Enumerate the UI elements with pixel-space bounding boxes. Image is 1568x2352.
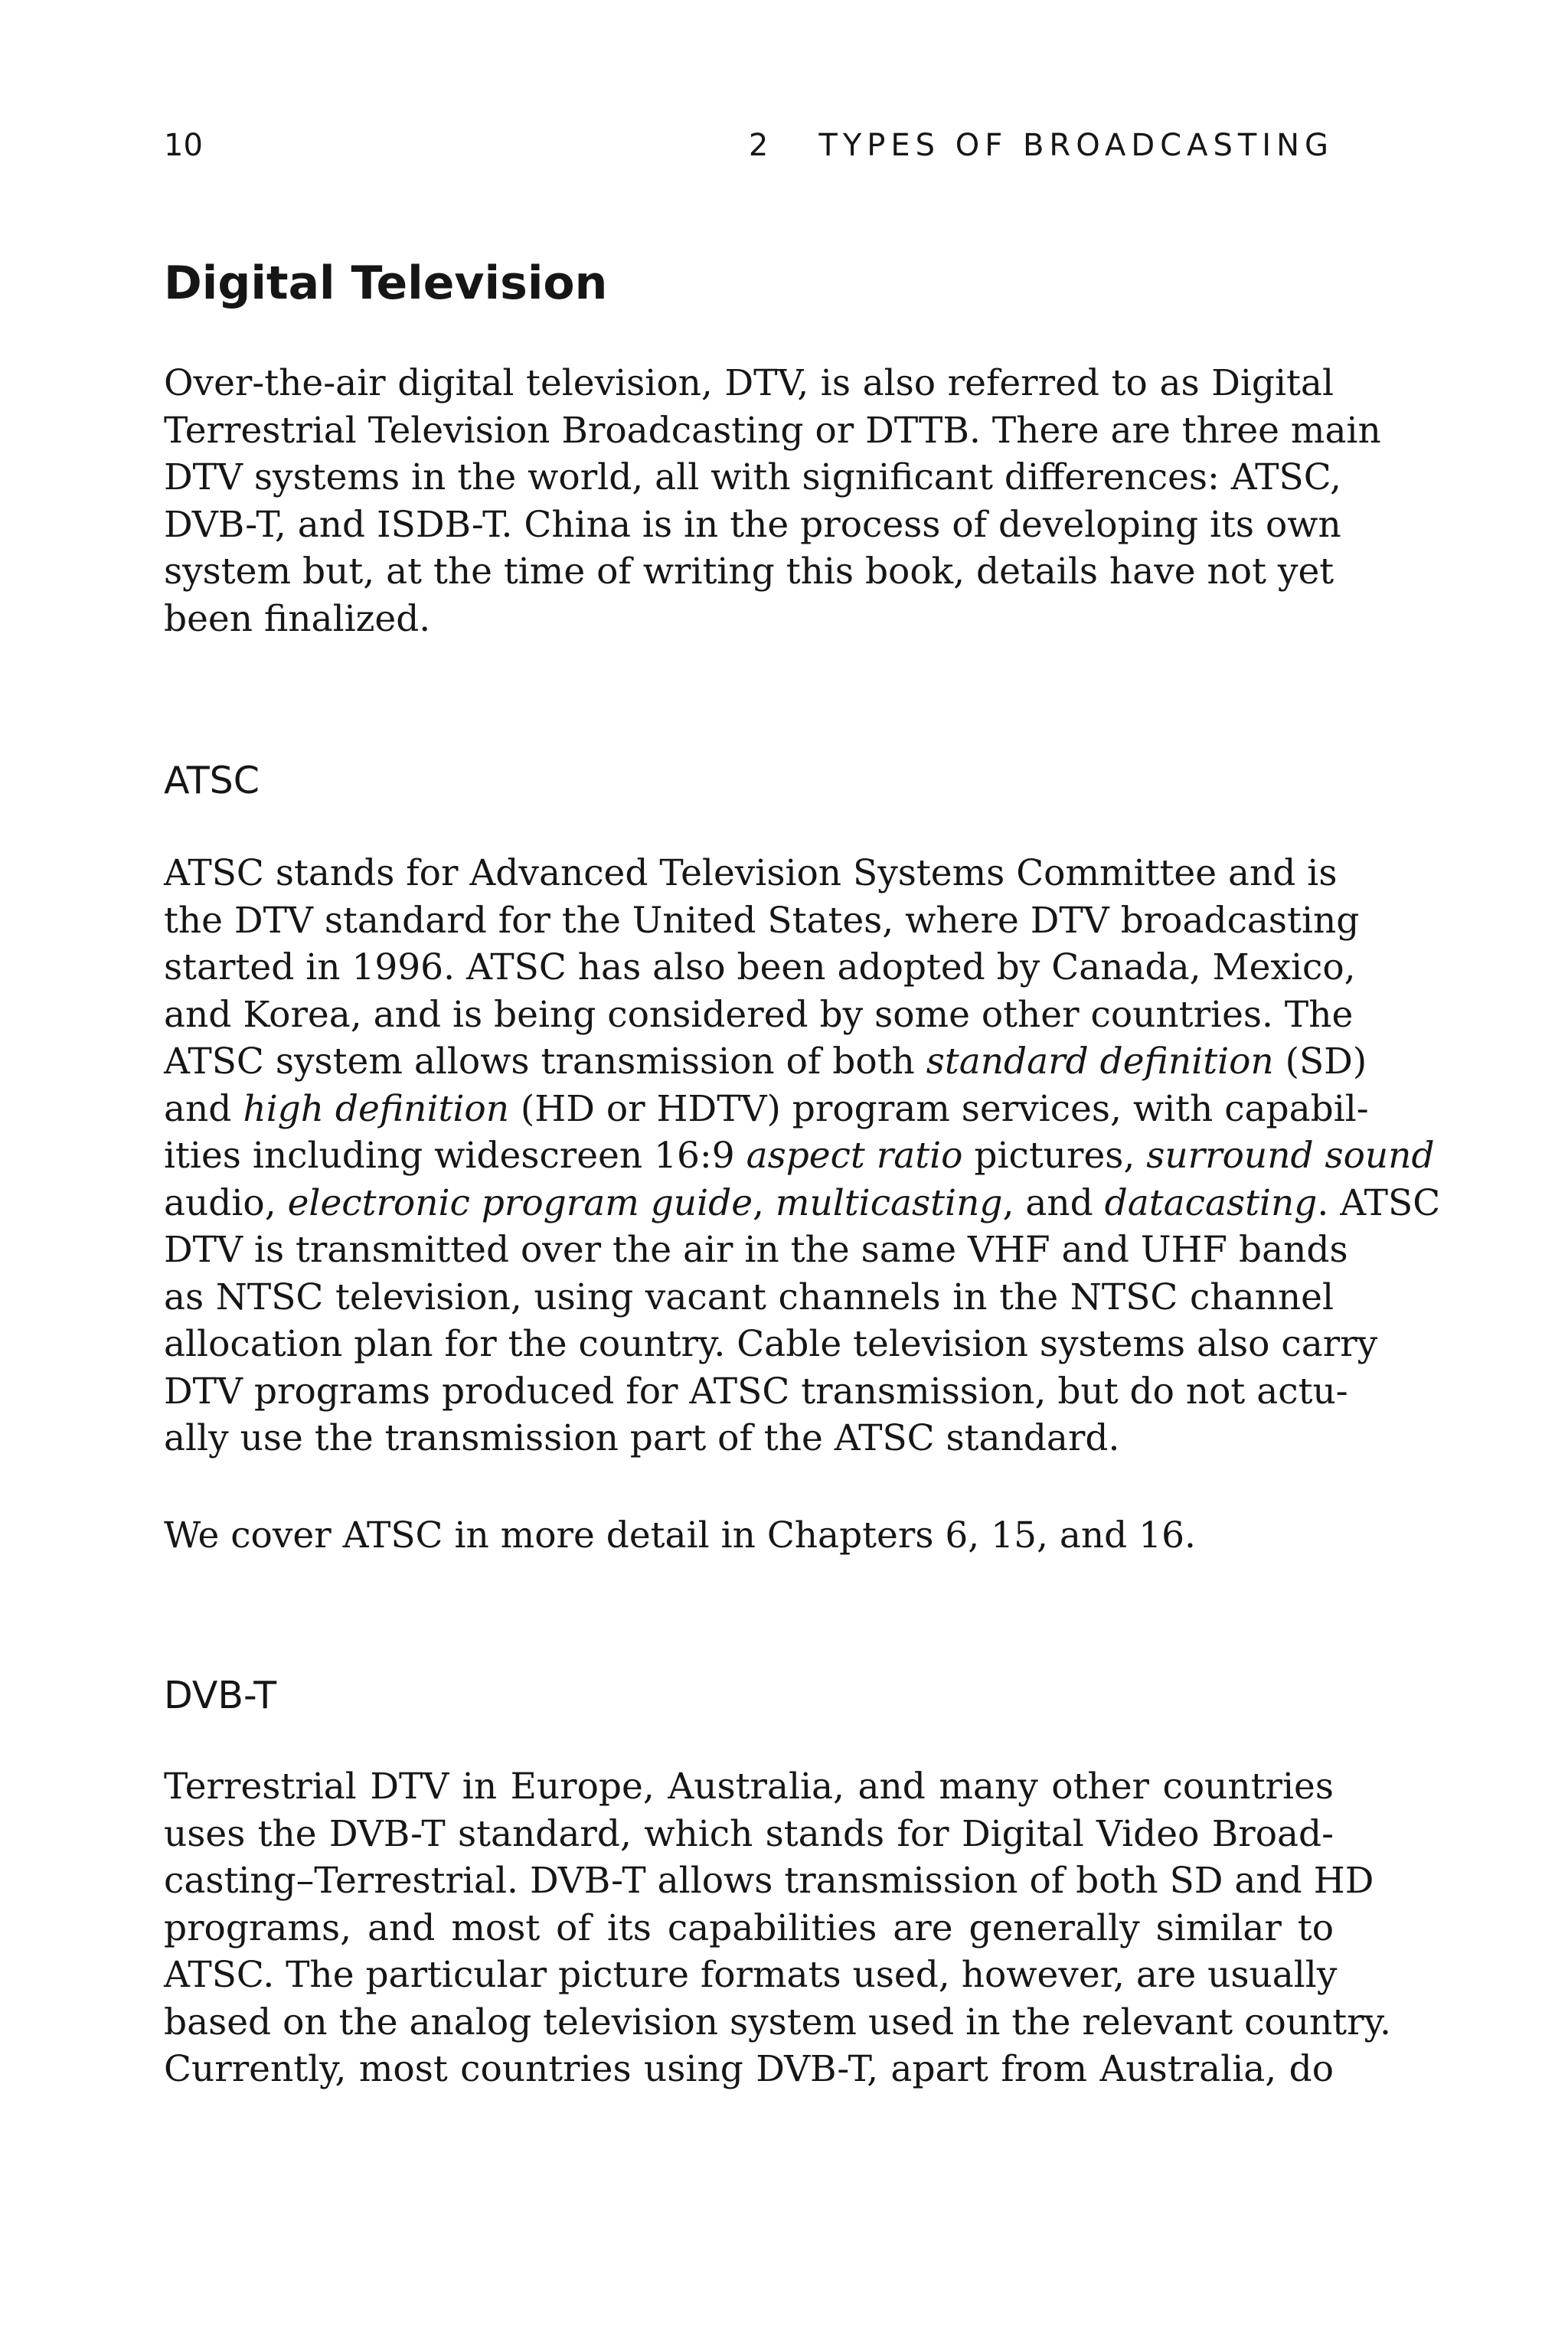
atsc-text-run: as NTSC television, using vacant channels in the NTSC channel [164,1276,1334,1318]
atsc-text-run: , [753,1181,776,1224]
atsc-text-run: and Korea, and is being considered by some other countries. The [164,993,1354,1036]
atsc-line [164,850,1338,897]
intro-line: been finalized. [164,597,431,640]
atsc-line [164,1038,1367,1086]
atsc-text-run: the DTV standard for the United States, where DTV broadcasting [164,899,1360,942]
atsc-line [164,1321,1378,1368]
section-heading-digital-television: Digital Television [164,256,608,310]
intro-line: DVB-T, and ISDB-T. China is in the process of developing its own [164,503,1341,546]
italic-term: high definition [243,1087,509,1130]
dvbt-line: Currently, most countries using DVB-T, apart from Australia, do [164,2048,1334,2090]
atsc-text-run: (SD) [1273,1040,1367,1083]
dvbt-line: Terrestrial DTV in Europe, Australia, and many other countries [164,1766,1334,1808]
atsc-text-run: started in 1996. ATSC has also been adopted by Canada, Mexico, [164,946,1356,988]
atsc-paragraph [164,850,1441,1462]
italic-term: aspect ratio [746,1135,963,1177]
atsc-line [164,1368,1348,1416]
atsc-line [164,1274,1334,1321]
atsc-text-run: and [164,1087,243,1130]
dvbt-line: ATSC. The particular picture formats used, however, are usually [164,1954,1338,1996]
running-head [164,122,1334,168]
dvbt-paragraph [164,1763,1391,2093]
intro-paragraph [164,360,1381,642]
atsc-text-run: ATSC stands for Advanced Television Systems Committee and is [164,852,1338,894]
intro-line: Over-the-air digital television, DTV, is also referred to as Digital [164,362,1334,404]
atsc-text-run: DTV is transmitted over the air in the same VHF and UHF bands [164,1229,1348,1271]
italic-term: datacasting [1104,1181,1318,1224]
atsc-text-run: ATSC system allows transmission of both [164,1040,926,1083]
running-chapter-title: 2 TYPES OF BROADCASTING [748,128,1334,163]
page-number: 10 [164,128,203,163]
atsc-note-paragraph [164,1512,1334,1560]
atsc-text-run: allocation plan for the country. Cable television systems also carry [164,1323,1378,1365]
atsc-line [164,897,1360,945]
atsc-note: We cover ATSC in more detail in Chapters 6, 15, and 16. [164,1514,1196,1557]
atsc-text-run: . ATSC [1317,1181,1441,1224]
atsc-text-run: , and [1002,1181,1105,1224]
subsection-heading-atsc: ATSC [164,759,260,802]
dvbt-line: uses the DVB-T standard, which stands for Digital Video Broad- [164,1812,1334,1855]
atsc-text-run: pictures, [962,1135,1147,1177]
intro-line: system but, at the time of writing this book, details have not yet [164,550,1334,593]
atsc-text-run: ities including widescreen 16:9 [164,1135,746,1177]
subsection-heading-dvbt: DVB-T [164,1674,277,1717]
atsc-line [164,944,1356,991]
atsc-line [164,1086,1369,1133]
dvbt-line: casting–Terrestrial. DVB-T allows transmission of both SD and HD [164,1860,1374,1902]
italic-term: standard definition [926,1040,1274,1083]
atsc-text-run: (HD or HDTV) program services, with capabil- [508,1087,1369,1130]
atsc-line [164,1415,1334,1462]
atsc-line [164,1227,1348,1274]
italic-term: surround sound [1146,1135,1435,1177]
atsc-line [164,1180,1441,1227]
atsc-text-run: audio, [164,1181,288,1224]
italic-term: electronic program guide [287,1181,753,1224]
intro-line: Terrestrial Television Broadcasting or DTTB. There are three main [164,409,1381,452]
dvbt-line: based on the analog television system used in the relevant country. [164,2001,1391,2043]
intro-line: DTV systems in the world, all with significant differences: ATSC, [164,456,1341,498]
dvbt-line: programs, and most of its capabilities are generally similar to [164,1906,1334,1949]
atsc-text-run: DTV programs produced for ATSC transmission, but do not actu- [164,1370,1348,1413]
italic-term: multicasting [775,1181,1003,1224]
atsc-line [164,1132,1435,1180]
atsc-text-run: ally use the transmission part of the ATSC standard. [164,1417,1120,1459]
atsc-line [164,991,1354,1039]
